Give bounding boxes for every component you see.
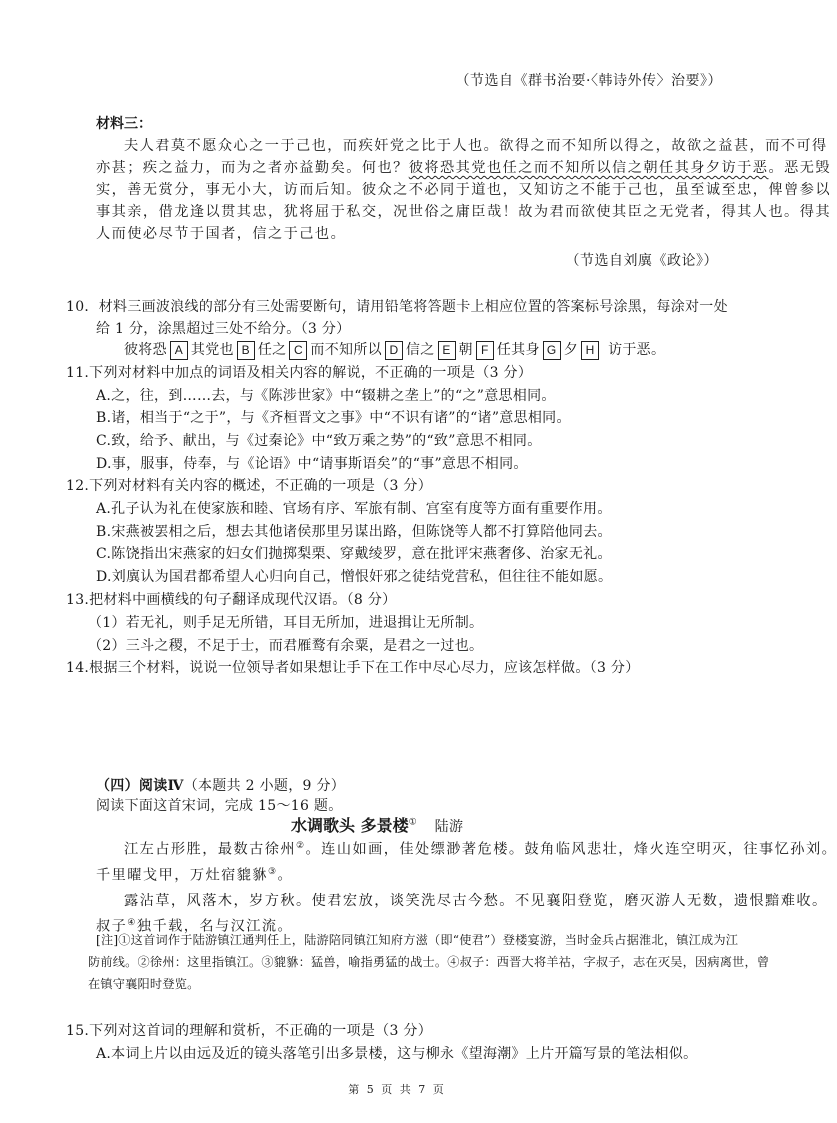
q14-stem: 14.根据三个材料，说说一位领导者如果想让手下在工作中尽心尽力，应该怎样做。（3 分）: [66, 660, 640, 676]
poem-heading: [291, 813, 463, 836]
q15-option-a[interactable]: A.本词上片以由远及近的镜头落笔引出多景楼，这与柳永《望海潮》上片开篇写景的笔法相似。: [96, 1046, 698, 1062]
poem-line-4: 叔子④独千载，名与汉江流。: [96, 918, 294, 936]
note-line-1: [注]①这首词作于陆游镇江通判任上，陆游陪同镇江知府方滋（即“使君”）登楼宴游，当时金兵占据淮北，镇江成为江: [96, 933, 739, 947]
material3-line-2: [96, 157, 831, 179]
q12-option-c[interactable]: C.陈饶指出宋燕家的妇女们抛掷梨栗、穿戴绫罗，意在批评宋燕奢侈、治家无礼。: [96, 546, 612, 562]
q12-stem: 12.下列对材料有关内容的概述，不正确的一项是（3 分）: [66, 478, 433, 494]
material3-title: 材料三：: [96, 116, 152, 132]
q11-option-b[interactable]: B.诸，相当于“之于”，与《齐桓晋文之事》中“不识有诸”的“诸”意思相同。: [96, 410, 571, 426]
poem-author: 陆游: [434, 819, 464, 835]
q10-box-a[interactable]: A: [170, 341, 188, 360]
q10-segment: 其党也: [190, 342, 234, 358]
q10-box-d[interactable]: D: [385, 341, 403, 360]
q12-option-a[interactable]: A.孔子认为礼在使家族和睦、官场有序、军旅有制、宫室有度等方面有重要作用。: [96, 501, 612, 517]
section4-heading: [96, 775, 345, 795]
material3-source: （节选自刘廙《政论》）: [565, 253, 718, 269]
section4-title: （四）阅读Ⅳ: [96, 778, 184, 794]
section4-intro: 阅读下面这首宋词，完成 15～16 题。: [96, 798, 343, 814]
poem-title-note-mark: ①: [408, 817, 417, 828]
q13-item-1: （1）若无礼，则手足无所错，耳目无所加，进退揖让无所制。: [88, 615, 484, 631]
q11-option-d[interactable]: D.事，服事，侍奉，与《论语》中“请事斯语矣”的“事”意思不相同。: [96, 456, 528, 472]
material2-source: （节选自《群书治要·〈韩诗外传〉治要》）: [455, 73, 722, 89]
q10-segment: 朝: [458, 342, 473, 358]
q10-segment: 彼将恐: [124, 342, 167, 358]
q10-box-h[interactable]: H: [581, 341, 599, 360]
material3-line-2-start: 亦甚；疾之益力，而为之者亦益勤矣。何也？: [96, 160, 409, 176]
q10-box-g[interactable]: G: [543, 341, 561, 360]
q11-option-c[interactable]: C.致，给予、献出，与《过秦论》中“致万乘之势”的“致”意思不相同。: [96, 433, 542, 449]
q11-option-a[interactable]: A.之，往，到……去，与《陈涉世家》中“辍耕之垄上”的“之”意思相同。: [96, 388, 556, 404]
note-mark: ③: [268, 866, 278, 877]
q10-stem-line1: 10．材料三画波浪线的部分有三处需要断句，请用铅笔将答题卡上相应位置的答案标号涂黑，每涂对一处: [66, 299, 728, 315]
wavy-underlined-sentence: 彼将恐其党也任之而不知所以信之朝任其身夕访于恶: [408, 160, 769, 176]
poem-line-3: 露沾草，风落木，岁方秋。使君宏放，谈笑洗尽古今愁。不见襄阳登览，磨灭游人无数，遗恨黯难收。: [124, 893, 828, 910]
q10-segment: 访于恶。: [608, 342, 666, 358]
note-line-3: 在镇守襄阳时登览。: [88, 977, 200, 991]
poem-notes: [88, 929, 770, 995]
q10-segment: 夕: [563, 342, 579, 358]
q10-segment: 信之: [405, 342, 435, 358]
q12-option-b[interactable]: B.宋燕被罢相之后，想去其他诸侯那里另谋出路，但陈饶等人都不打算陪他同去。: [96, 524, 612, 540]
q10-segment: 而不知所以: [310, 342, 382, 358]
q10-box-b[interactable]: B: [237, 341, 255, 360]
q10-box-f[interactable]: F: [476, 341, 494, 360]
q10-box-c[interactable]: C: [289, 341, 307, 360]
note-mark: ②: [296, 841, 306, 851]
material3-line-1: 夫人君莫不愿众心之一于己也，而疾奸党之比于人也。欲得之而不知所以得之，故欲之益甚，而不可得: [124, 138, 828, 154]
q13-stem: 13.把材料中画横线的句子翻译成现代汉语。（8 分）: [66, 592, 397, 608]
q11-stem: 11.下列对材料中加点的词语及相关内容的解说，不正确的一项是（3 分）: [66, 365, 533, 381]
q10-stem-line2: 给 1 分，涂黑超过三处不给分。（3 分）: [96, 321, 351, 337]
q10-segment: 任其身: [496, 342, 540, 358]
note-mark: ④: [127, 918, 137, 929]
q10-answer-row: [124, 339, 665, 360]
q13-item-2: （2）三斗之稷，不足于士，而君雁鹜有余粟，是君之一过也。: [88, 638, 484, 654]
note-line-2: 防前线。②徐州：这里指镇江。③貔貅：猛兽，喻指勇猛的战士。④叔子：西晋大将羊祜，字叔子，志在灭吴，因病离世，曾: [88, 955, 770, 969]
material3-line-2-end: 。恶无毁: [768, 160, 831, 176]
q10-segment: 任之: [257, 342, 287, 358]
material3-body: [96, 135, 831, 245]
q12-option-d[interactable]: D.刘廙认为国君都希望人心归向自己，憎恨奸邪之徒结党营私，但往往不能如愿。: [96, 569, 613, 585]
q15-stem: 15.下列对这首词的理解和赏析，不正确的一项是（3 分）: [66, 1023, 433, 1039]
material3-line-4: 事其亲，借龙逢以贯其忠，犹将屈于私交，况世俗之庸臣哉！故为君而欲使其臣之无党者，得其人也。得其: [96, 204, 831, 220]
poem-line-1: 江左占形胜，最数古徐州②。连山如画，佳处缥渺著危楼。鼓角临风悲壮，烽火连空明灭，往事忆孙刘。: [124, 841, 837, 858]
poem-body: [96, 835, 837, 938]
poem-title: 水调歌头 多景楼: [291, 816, 409, 835]
section4-meta: （本题共 2 小题，9 分）: [183, 778, 346, 794]
poem-line-2: 千里曜戈甲，万灶宿貔貅③。: [96, 866, 294, 884]
material3-line-5: 人而使必尽节于国者，信之于己也。: [96, 226, 347, 242]
material3-line-3: 实，善无赏分，事无小大，访而后知。彼众之不必同于道也，又知访之不能于己也，虽至诚至忠，俾曾参以: [96, 182, 831, 198]
q10-box-e[interactable]: E: [438, 341, 456, 360]
page-number: 第 5 页 共 7 页: [348, 1083, 446, 1096]
